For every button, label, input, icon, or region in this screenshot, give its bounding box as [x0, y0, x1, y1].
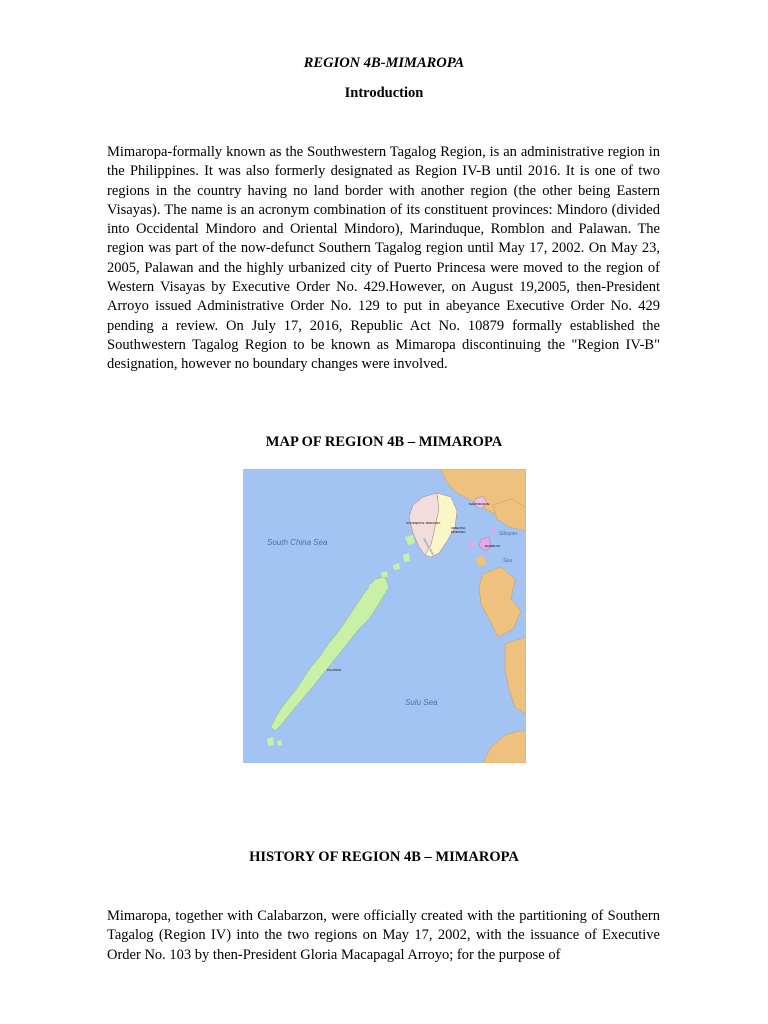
sulu-sea-label: Sulu Sea — [405, 698, 438, 707]
oriental-mindoro-label-1: ORIENTAL — [451, 526, 466, 530]
mimaropa-map — [243, 469, 526, 763]
sibuyan-sea-label-1: Sibuyan — [499, 531, 518, 537]
occidental-mindoro-label: OCCIDENTAL MINDORO — [406, 521, 441, 525]
romblon-label: ROMBLON — [485, 544, 501, 548]
intro-heading: Introduction — [344, 85, 424, 101]
map-heading: MAP OF REGION 4B – MIMAROPA — [265, 434, 503, 450]
palawan-label: PALAWAN — [327, 668, 342, 672]
south-china-sea-label: South China Sea — [267, 538, 328, 547]
document-title: REGION 4B-MIMAROPA — [303, 55, 465, 71]
history-heading: HISTORY OF REGION 4B – MIMAROPA — [249, 849, 519, 865]
oriental-mindoro-label-2: MINDORO — [451, 530, 466, 534]
marinduque-label: MARINDUQUE — [469, 502, 490, 506]
sibuyan-sea-label-2: Sea — [503, 558, 512, 564]
intro-paragraph: Mimaropa-formally known as the Southwestern Tagalog Region, is an administrative region in the Philippines. It was also formerly designated as Region IV-B until 2016. It is one of two regions in the country having no land border with another region (the other being Eastern Visayas). The name is an acronym combination of its constituent provinces: Mindoro (divided into Occidental Mindoro and Oriental Mindoro), Marinduque, Romblon and Palawan. The region was part of the now-defunct Southern Tagalog region until May 17, 2002. On May 23, 2005, Palawan and the highly urbanized city of Puerto Princesa were moved to the region of Western Visayas by Executive Order No. 429.However, on August 19,2005, then-President Arroyo issued Administrative Order No. 129 to put in abeyance Executive Order No. 429 pending a review. On July 17, 2016, Republic Act No. 10879 formally established the Southwestern Tagalog Region to be known as Mimaropa discontinuing the "Region IV-B" designation, however no boundary changes were involved. — [107, 144, 660, 373]
mindoro-strait-label: Mindoro Strait — [422, 537, 435, 556]
history-paragraph: Mimaropa, together with Calabarzon, were officially created with the partitioning of Southern Tagalog (Region IV) into the two regions on May 17, 2002, with the issuance of Executive Order No. 103 by then-President Gloria Macapagal Arroyo; for the purpose of — [107, 908, 660, 963]
